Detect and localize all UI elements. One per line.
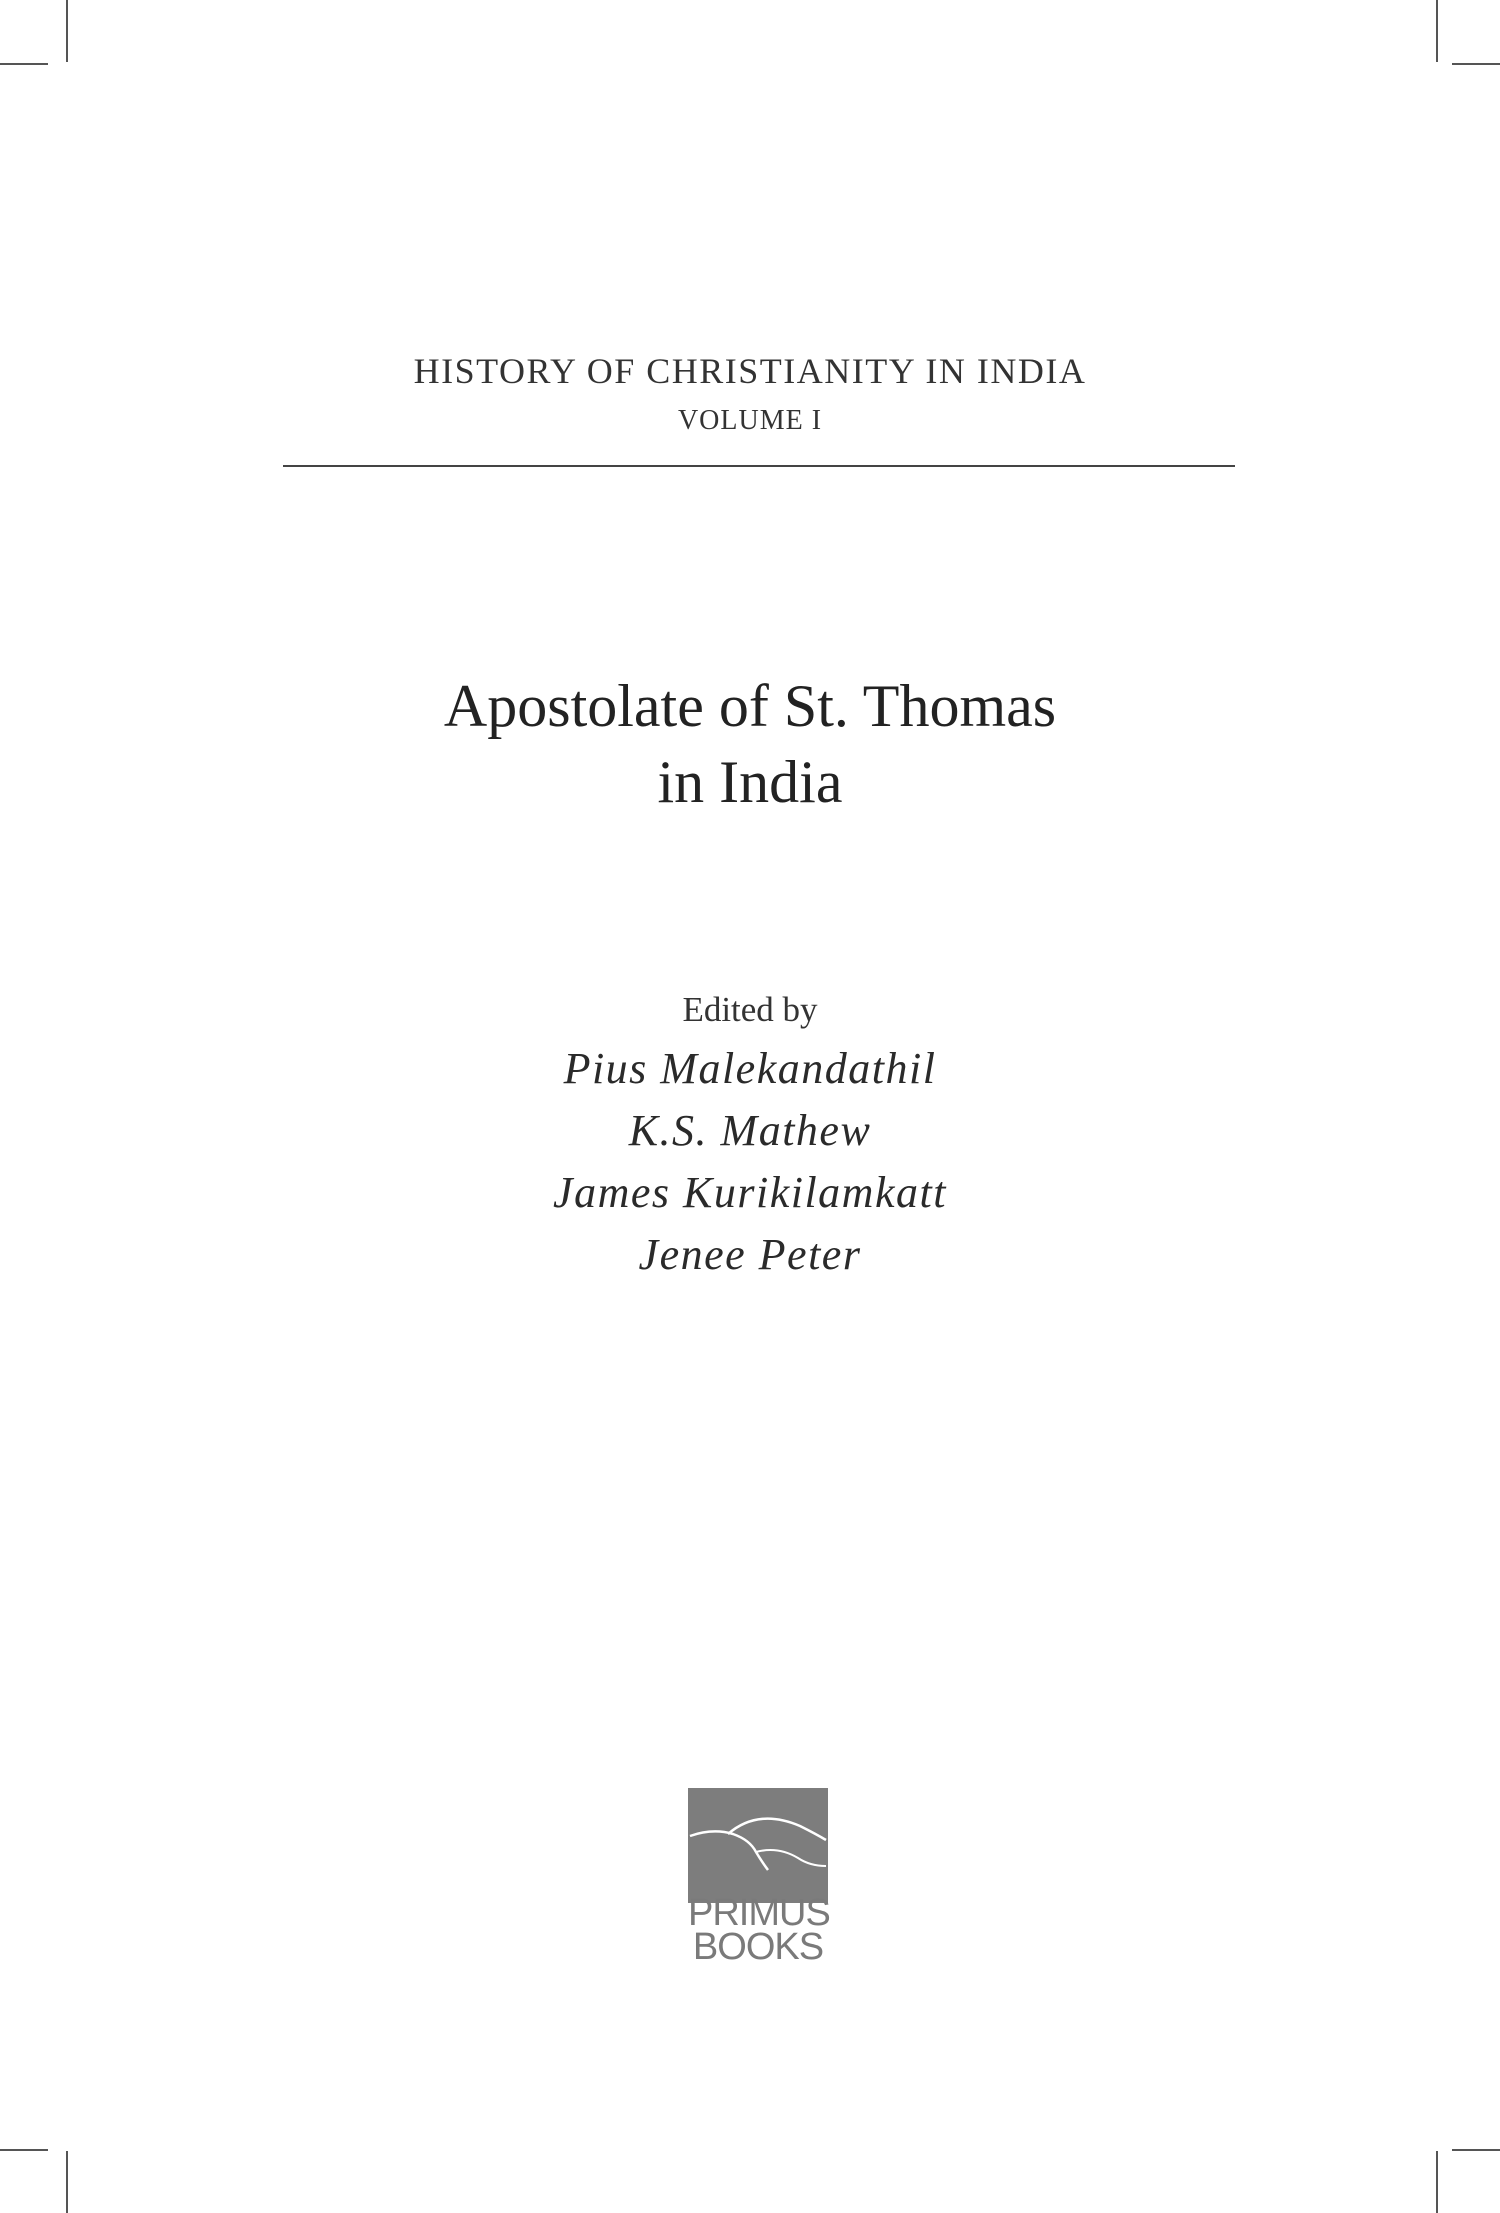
editor-name: K.S. Mathew — [628, 1106, 872, 1155]
book-title-line-2: in India — [657, 749, 843, 815]
publisher-logo-line-2: BOOKS — [692, 1926, 824, 1968]
volume-label: VOLUME I — [677, 405, 823, 436]
crop-mark-bottom-right-vertical — [1436, 2151, 1438, 2213]
book-title — [0, 668, 1500, 820]
crop-mark-top-right-horizontal — [1452, 63, 1500, 65]
editor-name: Jenee Peter — [638, 1230, 862, 1279]
publisher-logo-emblem — [688, 1788, 828, 1903]
crop-mark-top-left-horizontal — [0, 63, 48, 65]
edited-by-label: Edited by — [682, 990, 818, 1029]
publisher-logo — [688, 1788, 830, 1968]
crop-mark-bottom-left-horizontal — [0, 2149, 48, 2151]
crop-mark-top-left-vertical — [66, 0, 68, 62]
crop-mark-bottom-left-vertical — [66, 2151, 68, 2213]
publisher-logo-line-1: PRIMUS — [688, 1892, 830, 1934]
wave-icon — [688, 1788, 828, 1903]
editors-list — [0, 1038, 1500, 1286]
editor-name: Pius Malekandathil — [563, 1044, 937, 1093]
crop-mark-bottom-right-horizontal — [1452, 2149, 1500, 2151]
book-title-line-1: Apostolate of St. Thomas — [443, 673, 1057, 739]
crop-mark-top-right-vertical — [1436, 0, 1438, 62]
divider-rule — [283, 465, 1235, 467]
editor-name: James Kurikilamkatt — [553, 1168, 947, 1217]
series-title: HISTORY OF CHRISTIANITY IN INDIA — [413, 351, 1087, 391]
